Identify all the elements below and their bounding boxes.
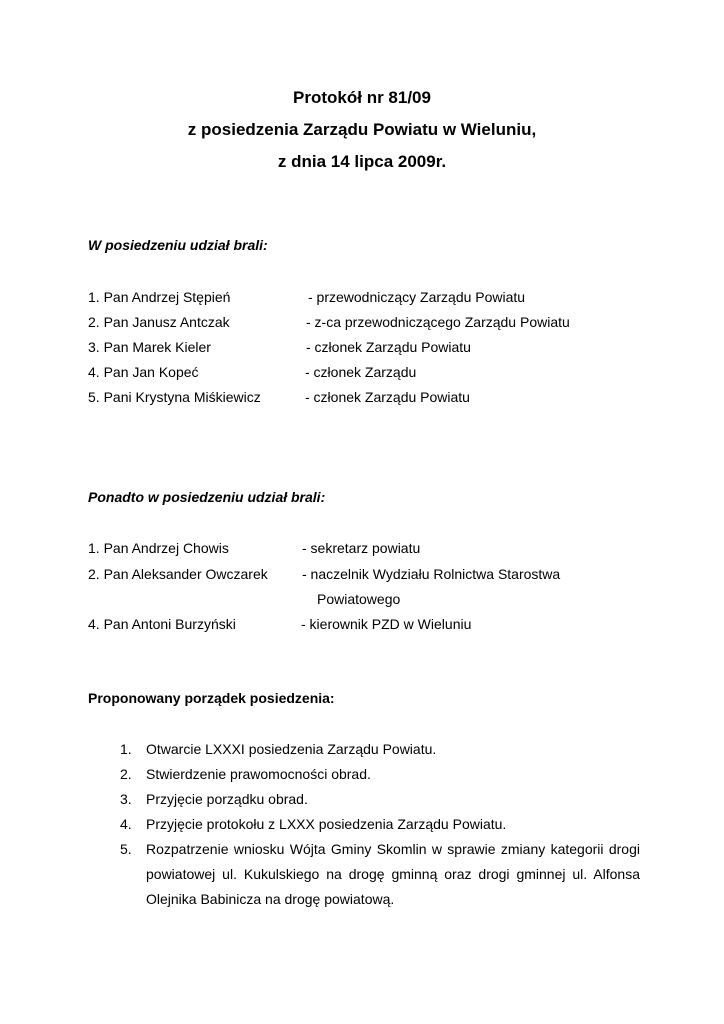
- agenda-item: [120, 762, 640, 787]
- agenda-item-number: 5.: [120, 841, 132, 857]
- agenda-item-number: 2.: [120, 766, 132, 782]
- agenda-item: [120, 737, 640, 762]
- agenda-item: [120, 812, 640, 837]
- agenda-item-text: Stwierdzenie prawomocności obrad.: [146, 766, 371, 782]
- additional-role: - sekretarz powiatu: [302, 540, 421, 556]
- agenda-item-text: Otwarcie LXXXI posiedzenia Zarządu Powiatu.: [146, 741, 437, 757]
- protocol-title: Protokół nr 81/09: [293, 88, 431, 107]
- agenda-item-number: 4.: [120, 816, 132, 832]
- additional-name: 4. Pan Antoni Burzyński: [88, 616, 236, 632]
- participant-role: - członek Zarządu Powiatu: [306, 339, 471, 355]
- participant-role: - z-ca przewodniczącego Zarządu Powiatu: [306, 314, 570, 330]
- protocol-subtitle: z posiedzenia Zarządu Powiatu w Wieluniu,: [187, 120, 537, 139]
- participant-role: - członek Zarządu: [305, 364, 417, 380]
- additional-name: 1. Pan Andrzej Chowis: [88, 540, 229, 556]
- additional-role: - kierownik PZD w Wieluniu: [301, 616, 472, 632]
- participants-heading: W posiedzeniu udział brali:: [88, 237, 268, 253]
- agenda-list: [120, 737, 640, 912]
- agenda-heading: Proponowany porządek posiedzenia:: [88, 690, 335, 706]
- additional-heading: Ponadto w posiedzeniu udział brali:: [88, 489, 326, 505]
- agenda-item: [120, 837, 640, 912]
- additional-role: - naczelnik Wydziału Rolnictwa Starostwa: [302, 566, 561, 582]
- agenda-item-text: Przyjęcie protokołu z LXXX posiedzenia Zarządu Powiatu.: [146, 816, 507, 832]
- participant-name: 4. Pan Jan Kopeć: [88, 364, 199, 380]
- agenda-item-number: 1.: [120, 741, 132, 757]
- protocol-date: z dnia 14 lipca 2009r.: [277, 152, 447, 171]
- participant-role: - członek Zarządu Powiatu: [305, 389, 470, 405]
- agenda-item: [120, 787, 640, 812]
- participant-name: 3. Pan Marek Kieler: [88, 339, 211, 355]
- participant-name: 5. Pani Krystyna Miśkiewicz: [88, 389, 261, 405]
- agenda-item-text: Przyjęcie porządku obrad.: [146, 791, 308, 807]
- agenda-item-number: 3.: [120, 791, 132, 807]
- participant-role: - przewodniczący Zarządu Powiatu: [308, 289, 526, 305]
- participant-name: 1. Pan Andrzej Stępień: [88, 289, 231, 305]
- additional-name: 2. Pan Aleksander Owczarek: [88, 566, 268, 582]
- participant-name: 2. Pan Janusz Antczak: [88, 314, 230, 330]
- agenda-item-text: Rozpatrzenie wniosku Wójta Gminy Skomlin w sprawie zmiany kategorii drogi powiatowej ul. Kukulskiego na drogę gminną oraz drogi gminnej ul. Alfonsa Olejnika Babinicza na drogę powiatową.: [146, 841, 640, 907]
- additional-role-cont: Powiatowego: [317, 591, 401, 607]
